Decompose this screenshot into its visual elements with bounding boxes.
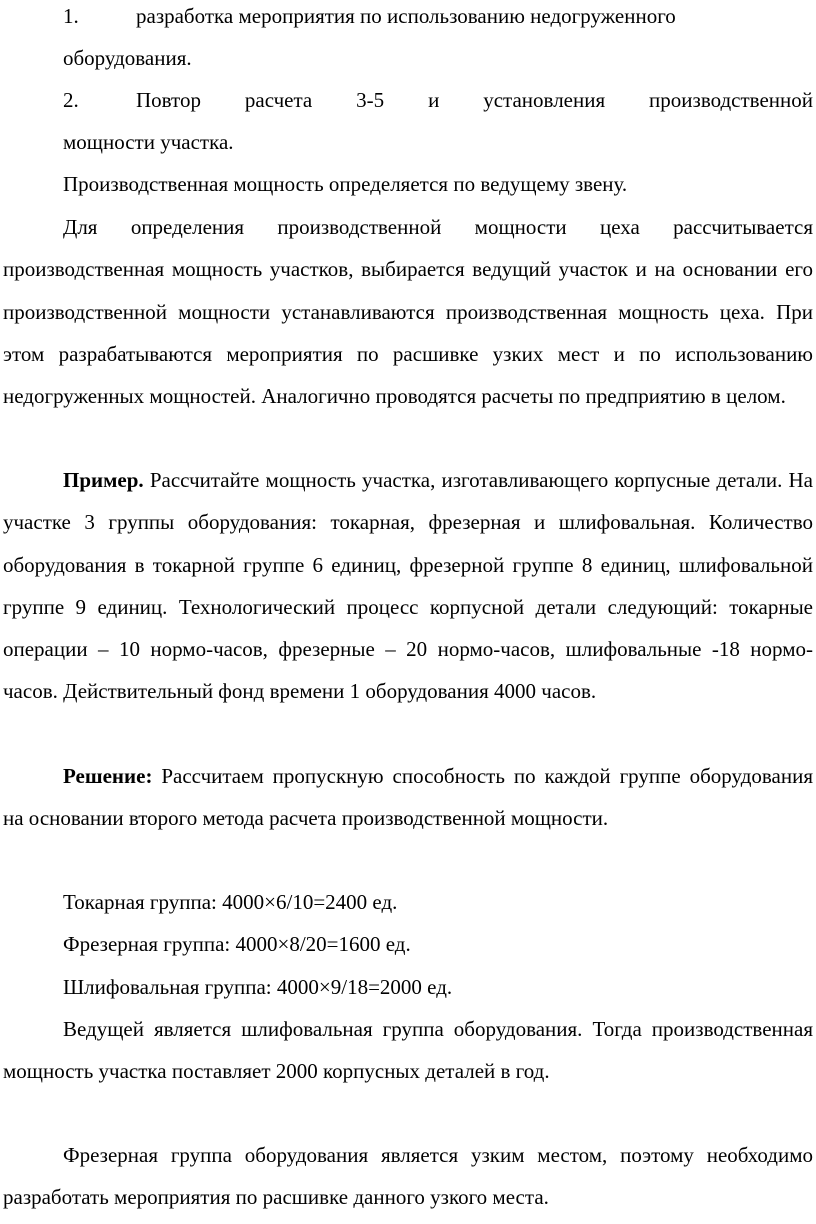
paragraph-workshop-capacity: Для определения производственной мощности цеха рассчитывается производственная мощность участков, выбирается ведущий участок и на основании его производственной мощности устанавливаются производственная мощность цеха. При этом разрабатываются мероприятия по расшивке узких мест и по использованию недогруженных мощностей. Аналогично проводятся расчеты по предприятию в целом. (3, 215, 813, 409)
example-text: Рассчитайте мощность участка, изготавливающего корпусные детали. На участке 3 группы оборудования: токарная, фрезерная и шлифовальная. Количество оборудования в токарной группе 6 единиц, фрезерной группе 8 единиц, шлифовальной группе 9 единиц. Технологический процесс корпусной детали следующий: токарные операции – 10 нормо-часов, фрезерные – 20 нормо-часов, шлифовальные -18 нормо-часов. Действительный фонд времени 1 оборудования 4000 часов. (3, 468, 813, 704)
solution-label: Решение: (63, 764, 153, 788)
list-number: 1. (63, 4, 79, 28)
paragraph-example (3, 459, 813, 713)
paragraph-leading-group: Ведущей является шлифовальная группа оборудования. Тогда производственная мощность участка поставляет 2000 корпусных деталей в год. (3, 1017, 813, 1084)
calc-milling-group: Фрезерная группа: 4000×8/20=1600 ед. (63, 932, 411, 956)
list-text-continuation: оборудования. (63, 46, 192, 70)
list-text: Повтор расчета 3-5 и установления производственной (136, 88, 813, 112)
paragraph-leading-link: Производственная мощность определяется по ведущему звену. (63, 172, 628, 196)
calc-grinding-group: Шлифовальная группа: 4000×9/18=2000 ед. (63, 975, 453, 999)
example-label: Пример. (63, 468, 144, 492)
list-text: разработка мероприятия по использованию недогруженного (136, 4, 676, 28)
list-text-continuation: мощности участка. (63, 130, 234, 154)
list-number: 2. (63, 88, 79, 112)
calc-turning-group: Токарная группа: 4000×6/10=2400 ед. (63, 890, 398, 914)
paragraph-bottleneck: Фрезерная группа оборудования является узким местом, поэтому необходимо разработать мероприятия по расшивке данного узкого места. (3, 1143, 813, 1210)
solution-text: Рассчитаем пропускную способность по каждой группе оборудования на основании второго метода расчета производственной мощности. (3, 764, 813, 831)
paragraph-solution (3, 755, 813, 840)
